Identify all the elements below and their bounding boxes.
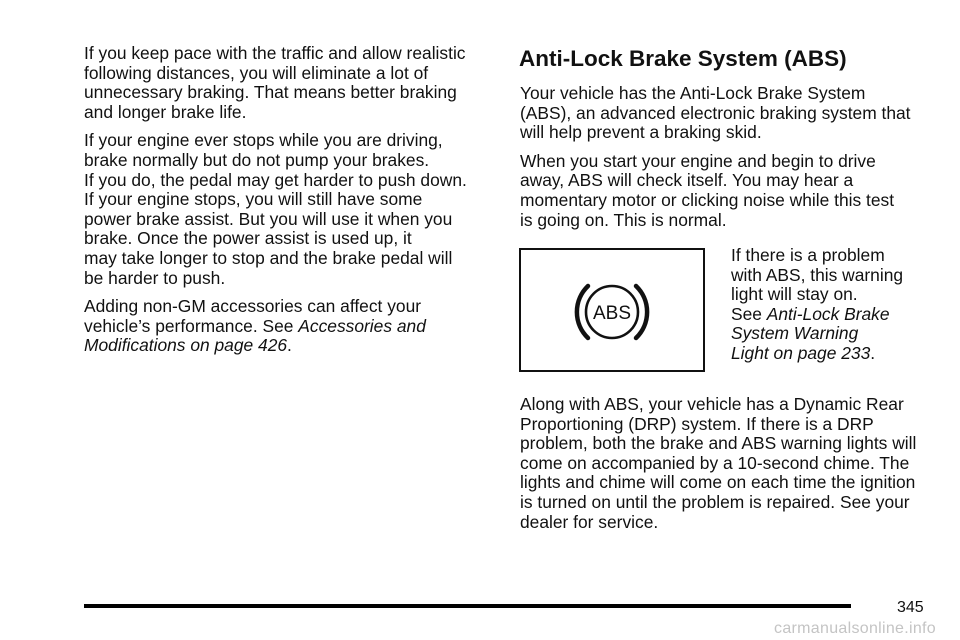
abs-warning-light-reference-link[interactable]: Anti-Lock Brake <box>766 303 890 324</box>
watermark: carmanualsonline.info <box>774 620 936 637</box>
paragraph-accessories: Adding non-GM accessories can affect your vehicle’s performance. See Accessories and Modifications on page 426. <box>84 296 426 356</box>
paragraph-drp: Along with ABS, your vehicle has a Dynamic Rear Proportioning (DRP) system. If there is a DRP problem, both the brake and ABS warning lights will come on accompanied by a 10-second chime. The lights and chime will come on each time the ignition is turned on until the problem is repaired. See your dealer for service. <box>520 394 917 532</box>
accessories-reference-link[interactable]: Accessories and <box>298 315 426 336</box>
page-number: 345 <box>897 599 924 616</box>
left-column <box>84 44 494 365</box>
abs-warning-text: If there is a problem with ABS, this warning light will stay on. See Anti-Lock Brake System Warning Light on page 233. <box>731 245 904 363</box>
section-title: Anti-Lock Brake System (ABS) <box>519 46 847 71</box>
paragraph-traffic-pace: If you keep pace with the traffic and allow realistic following distances, you will eliminate a lot of unnecessary braking. That means better braking and longer brake life. <box>84 43 466 122</box>
abs-warning-light-figure <box>519 248 705 372</box>
paragraph-abs-intro: Your vehicle has the Anti-Lock Brake System (ABS), an advanced electronic braking system that will help prevent a braking skid. <box>520 83 911 143</box>
abs-warning-light-icon <box>521 250 703 370</box>
modifications-reference-link[interactable]: Modifications on page 426 <box>84 335 288 356</box>
paragraph-engine-stops: If your engine ever stops while you are driving, brake normally but do not pump your brakes. If you do, the pedal may get harder to push down. If your engine stops, you will still have some power brake assist. But you will use it when you brake. Once the power assist is used up, it may take longer to stop and the brake pedal will be harder to push. <box>84 130 467 288</box>
right-column <box>520 84 940 239</box>
paragraph-abs-self-check: When you start your engine and begin to drive away, ABS will check itself. You may hear a momentary motor or clicking noise while this test is going on. This is normal. <box>520 150 895 230</box>
abs-icon-label: ABS <box>592 303 632 324</box>
footer-rule <box>84 604 851 608</box>
